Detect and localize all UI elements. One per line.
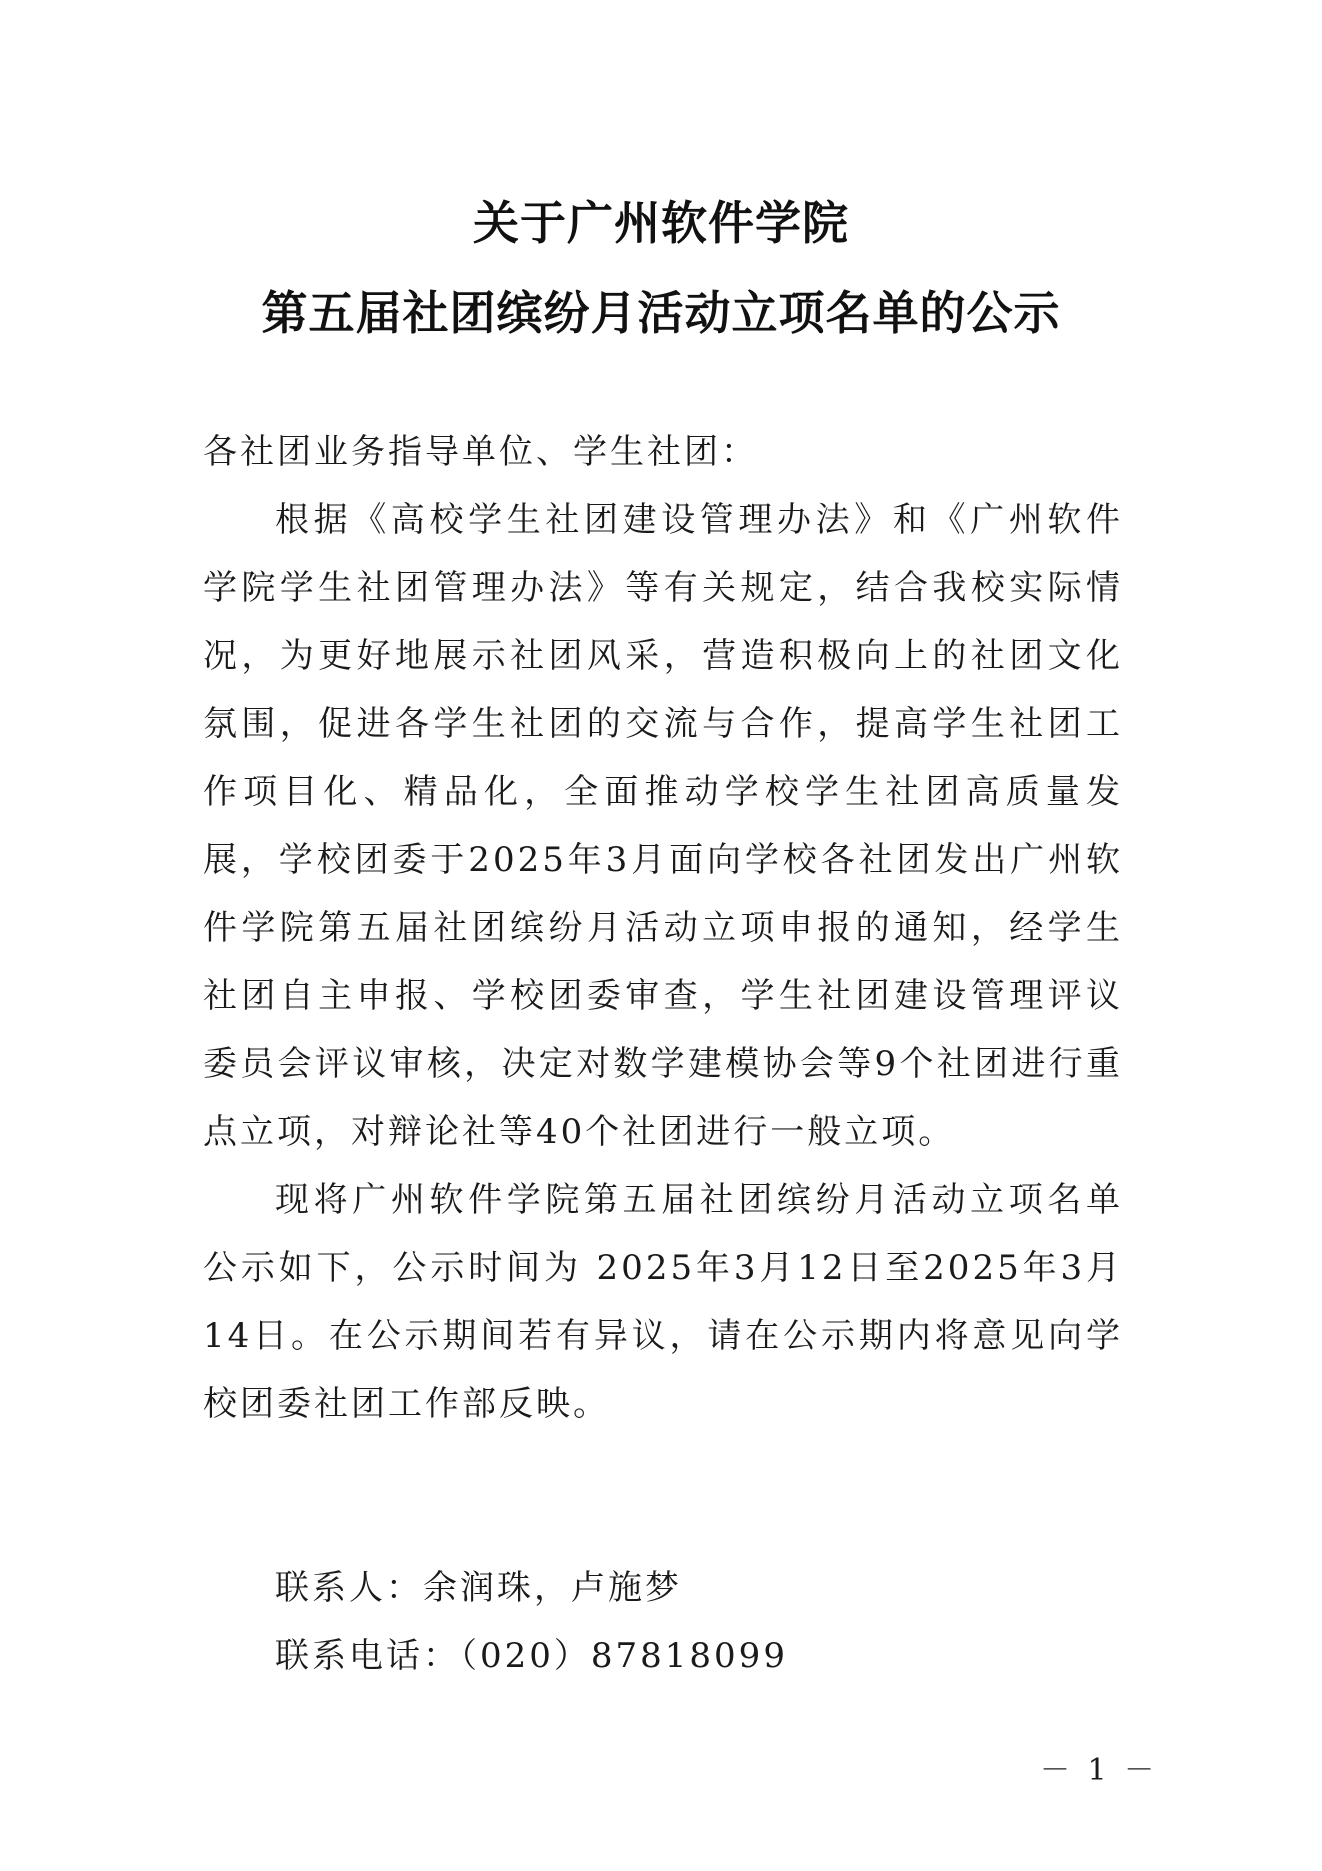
contact-phone: 联系电话：（020）87818099 [275,1636,788,1676]
paragraph-2: 现将广州软件学院第五届社团缤纷月活动立项名单公示如下，公示时间为 2025年3月12日至2025年3月14日。在公示期间若有异议，请在公示期内将意见向学校团委社团工作部反映。 [203,1180,1123,1424]
document-title-line2: 第五届社团缤纷月活动立项名单的公示 [261,286,1061,340]
paragraph-1: 根据《高校学生社团建设管理办法》和《广州软件学院学生社团管理办法》等有关规定，结合我校实际情况，为更好地展示社团风采，营造积极向上的社团文化氛围，促进各学生社团的交流与合作，提高学生社团工作项目化、精品化，全面推动学校学生社团高质量发展，学校团委于2025年3月面向学校各社团发出广州软件学院第五届社团缤纷月活动立项申报的通知，经学生社团自主申报、学校团委审查，学生社团建设管理评议委员会评议审核，决定对数学建模协会等9个社团进行重点立项，对辩论社等40个社团进行一般立项。 [203,500,1123,1152]
document-title-line1: 关于广州软件学院 [473,196,849,250]
document-body [203,418,1123,1438]
page-number: － 1 － [1040,1753,1159,1788]
contact-person: 联系人：余润珠，卢施梦 [275,1568,682,1608]
salutation: 各社团业务指导单位、学生社团： [203,432,758,472]
